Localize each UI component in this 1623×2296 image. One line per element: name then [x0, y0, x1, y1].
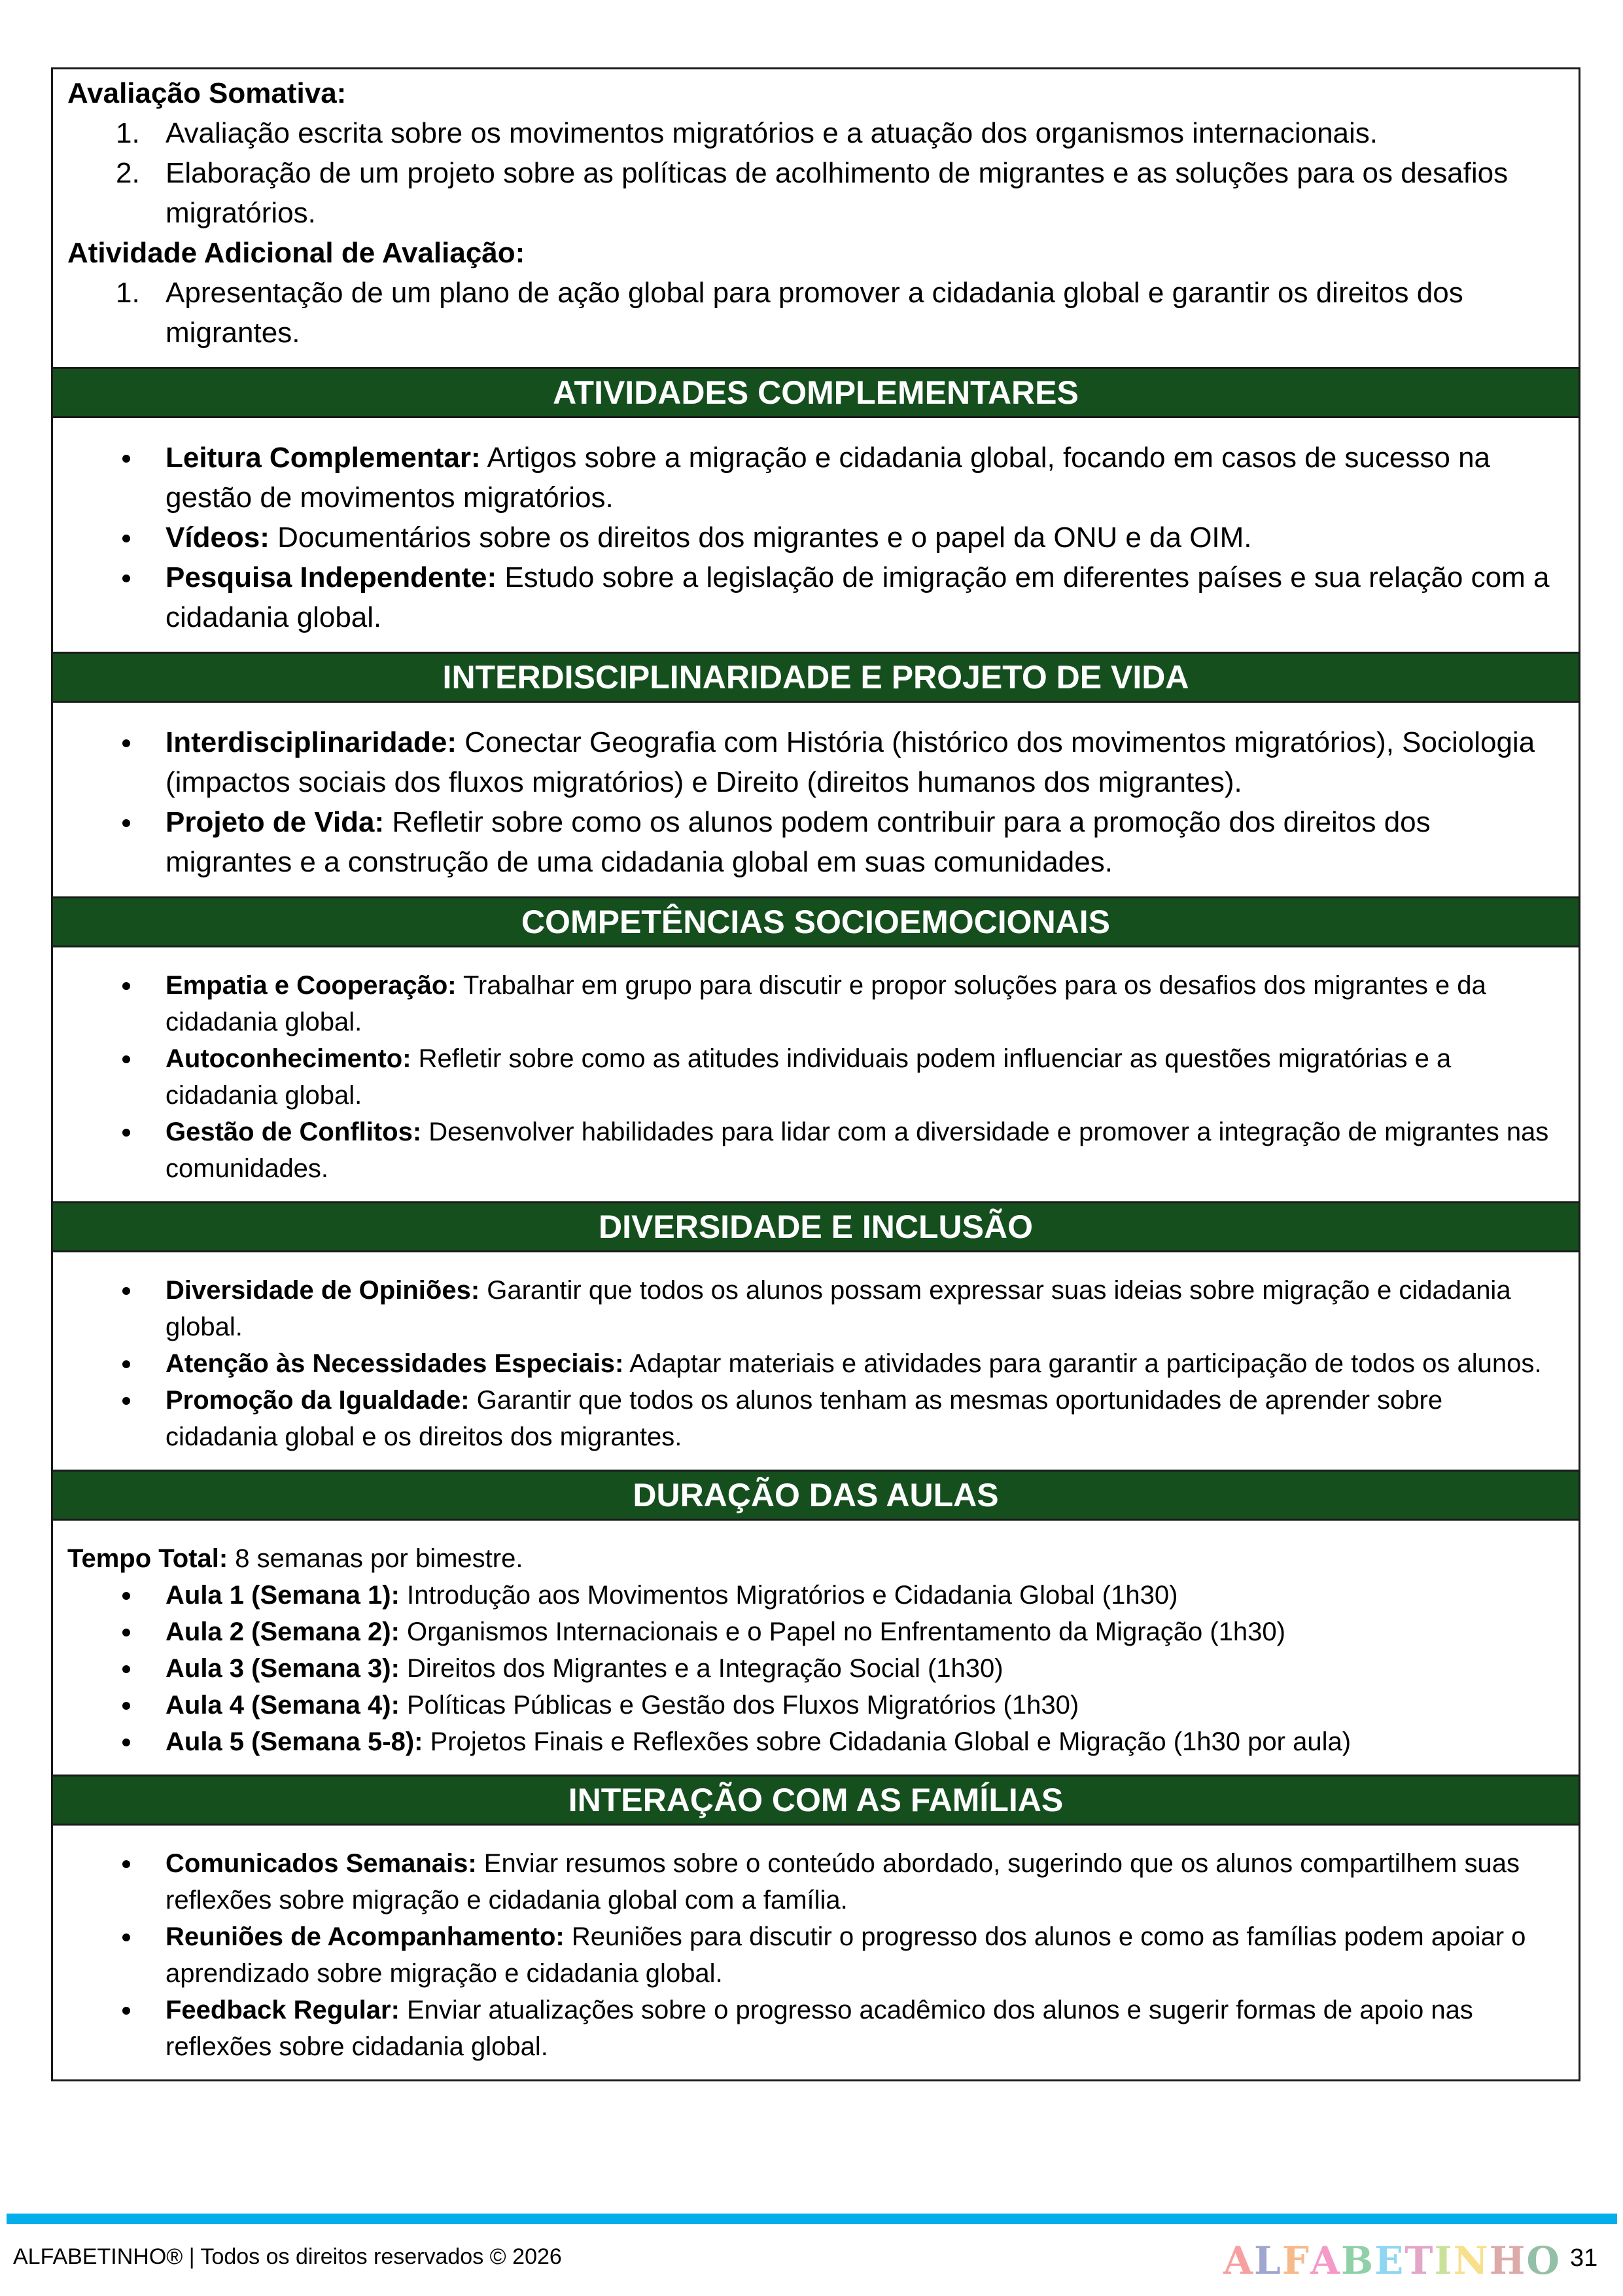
interdisciplinaridade-list: [67, 722, 1552, 882]
logo-letter: F: [1282, 2238, 1310, 2283]
logo-letter: E: [1374, 2238, 1405, 2283]
bullet-icon: [122, 982, 130, 990]
logo-letter: N: [1453, 2238, 1490, 2283]
section-header-diversidade: DIVERSIDADE E INCLUSÃO: [53, 1201, 1579, 1252]
diversidade-list: [67, 1272, 1552, 1455]
list-item: Aula 4 (Semana 4): Políticas Públicas e Gestão dos Fluxos Migratórios (1h30): [67, 1687, 1552, 1723]
diversidade-section: [53, 1252, 1579, 1470]
list-item: Aula 2 (Semana 2): Organismos Internacionais e o Papel no Enfrentamento da Migração (1h30): [67, 1614, 1552, 1650]
summative-item: 2. Elaboração de um projeto sobre as políticas de acolhimento de migrantes e as soluções para os desafios migratórios.: [116, 157, 1509, 229]
list-item: Leitura Complementar: Artigos sobre a migração e cidadania global, focando em casos de sucesso na gestão de movimentos migratórios.: [67, 438, 1552, 518]
list-item: Empatia e Cooperação: Trabalhar em grupo para discutir e propor soluções para os desafios dos migrantes e da cidadania global.: [67, 967, 1552, 1040]
bullet-icon: [122, 1934, 130, 1941]
bullet-icon: [122, 1860, 130, 1868]
section-header-duracao: DURAÇÃO DAS AULAS: [53, 1470, 1579, 1521]
section-header-familias: INTERAÇÃO COM AS FAMÍLIAS: [53, 1775, 1579, 1826]
list-item: Diversidade de Opiniões: Garantir que todos os alunos possam expressar suas ideias sobre migração e cidadania global.: [67, 1272, 1552, 1345]
section-header-competencias: COMPETÊNCIAS SOCIOEMOCIONAIS: [53, 896, 1579, 947]
list-item: Interdisciplinaridade: Conectar Geografia com História (histórico dos movimentos migratórios), Sociologia (impactos sociais dos fluxos migratórios) e Direito (direitos humanos dos migrantes).: [67, 722, 1552, 802]
section-header-interdisciplinaridade: INTERDISCIPLINARIDADE E PROJETO DE VIDA: [53, 652, 1579, 703]
bullet-icon: [122, 739, 130, 747]
bullet-icon: [122, 455, 130, 463]
list-item: Feedback Regular: Enviar atualizações sobre o progresso acadêmico dos alunos e sugerir formas de apoio nas reflexões sobre cidadania global.: [67, 1992, 1552, 2065]
interdisciplinaridade-section: [53, 703, 1579, 896]
list-item: Vídeos: Documentários sobre os direitos dos migrantes e o papel da ONU e da OIM.: [67, 518, 1552, 557]
logo-letter: A: [1310, 2238, 1341, 2283]
summative-item: 1. Avaliação escrita sobre os movimentos migratórios e a atuação dos organismos internacionais.: [116, 117, 1378, 149]
list-item: Aula 1 (Semana 1): Introdução aos Movimentos Migratórios e Cidadania Global (1h30): [67, 1577, 1552, 1614]
competencias-section: [53, 947, 1579, 1201]
list-item: Aula 3 (Semana 3): Direitos dos Migrantes e a Integração Social (1h30): [67, 1650, 1552, 1687]
list-item: Reuniões de Acompanhamento: Reuniões para discutir o progresso dos alunos e como as famílias podem apoiar o aprendizado sobre migração e cidadania global.: [67, 1918, 1552, 1992]
list-item: Atenção às Necessidades Especiais: Adaptar materiais e atividades para garantir a participação de todos os alunos.: [67, 1345, 1552, 1382]
complementares-section: [53, 418, 1579, 652]
logo-letter: H: [1489, 2238, 1527, 2283]
bullet-icon: [122, 1360, 130, 1368]
complementares-list: [67, 438, 1552, 637]
section-header-complementares: ATIVIDADES COMPLEMENTARES: [53, 367, 1579, 418]
logo-letter: T: [1405, 2238, 1435, 2283]
logo-letter: L: [1254, 2238, 1282, 2283]
familias-list: [67, 1845, 1552, 2065]
summative-list: [67, 113, 1552, 233]
alfabetinho-logo: [1223, 2238, 1561, 2283]
list-item: Pesquisa Independente: Estudo sobre a legislação de imigração em diferentes países e sua relação com a cidadania global.: [67, 557, 1552, 637]
logo-letter: O: [1526, 2238, 1561, 2283]
bullet-icon: [122, 1129, 130, 1137]
list-item: Aula 5 (Semana 5-8): Projetos Finais e Reflexões sobre Cidadania Global e Migração (1h30 por aula): [67, 1723, 1552, 1760]
list-item: Gestão de Conflitos: Desenvolver habilidades para lidar com a diversidade e promover a integração de migrantes nas comunidades.: [67, 1114, 1552, 1187]
bullet-icon: [122, 1665, 130, 1673]
bullet-icon: [122, 1739, 130, 1746]
bullet-icon: [122, 2007, 130, 2015]
assessment-section: [53, 69, 1579, 367]
duracao-list: [67, 1577, 1552, 1760]
summative-title: Avaliação Somativa:: [67, 77, 347, 109]
list-item: Comunicados Semanais: Enviar resumos sobre o conteúdo abordado, sugerindo que os alunos compartilhem suas reflexões sobre migração e cidadania global com a família.: [67, 1845, 1552, 1918]
list-item: Promoção da Igualdade: Garantir que todos os alunos tenham as mesmas oportunidades de aprender sobre cidadania global e os direitos dos migrantes.: [67, 1382, 1552, 1455]
familias-section: [53, 1826, 1579, 2079]
logo-letter: A: [1223, 2238, 1255, 2283]
footer-copyright: ALFABETINHO® | Todos os direitos reservados © 2026: [13, 2244, 562, 2269]
bullet-icon: [122, 1055, 130, 1063]
bullet-icon: [122, 574, 130, 582]
total-time: Tempo Total: 8 semanas por bimestre.: [67, 1544, 523, 1573]
bullet-icon: [122, 819, 130, 827]
bullet-icon: [122, 1629, 130, 1636]
bullet-icon: [122, 1287, 130, 1295]
list-item: Projeto de Vida: Refletir sobre como os alunos podem contribuir para a promoção dos direitos dos migrantes e a construção de uma cidadania global em suas comunidades.: [67, 802, 1552, 882]
duracao-section: [53, 1521, 1579, 1775]
footer-divider: [7, 2214, 1617, 2224]
bullet-icon: [122, 1702, 130, 1710]
additional-assessment-title: Atividade Adicional de Avaliação:: [67, 237, 525, 269]
lesson-plan-table: [51, 67, 1580, 2081]
logo-letter: I: [1434, 2238, 1454, 2283]
bullet-icon: [122, 1592, 130, 1600]
list-item: Autoconhecimento: Refletir sobre como as atitudes individuais podem influenciar as questões migratórias e a cidadania global.: [67, 1040, 1552, 1114]
competencias-list: [67, 967, 1552, 1187]
bullet-icon: [122, 535, 130, 542]
bullet-icon: [122, 1397, 130, 1405]
logo-letter: B: [1341, 2238, 1375, 2283]
additional-assessment-list: [67, 273, 1552, 353]
additional-assessment-item: 1. Apresentação de um plano de ação global para promover a cidadania global e garantir os direitos dos migrantes.: [116, 277, 1463, 349]
page-number: 31: [1570, 2244, 1598, 2272]
